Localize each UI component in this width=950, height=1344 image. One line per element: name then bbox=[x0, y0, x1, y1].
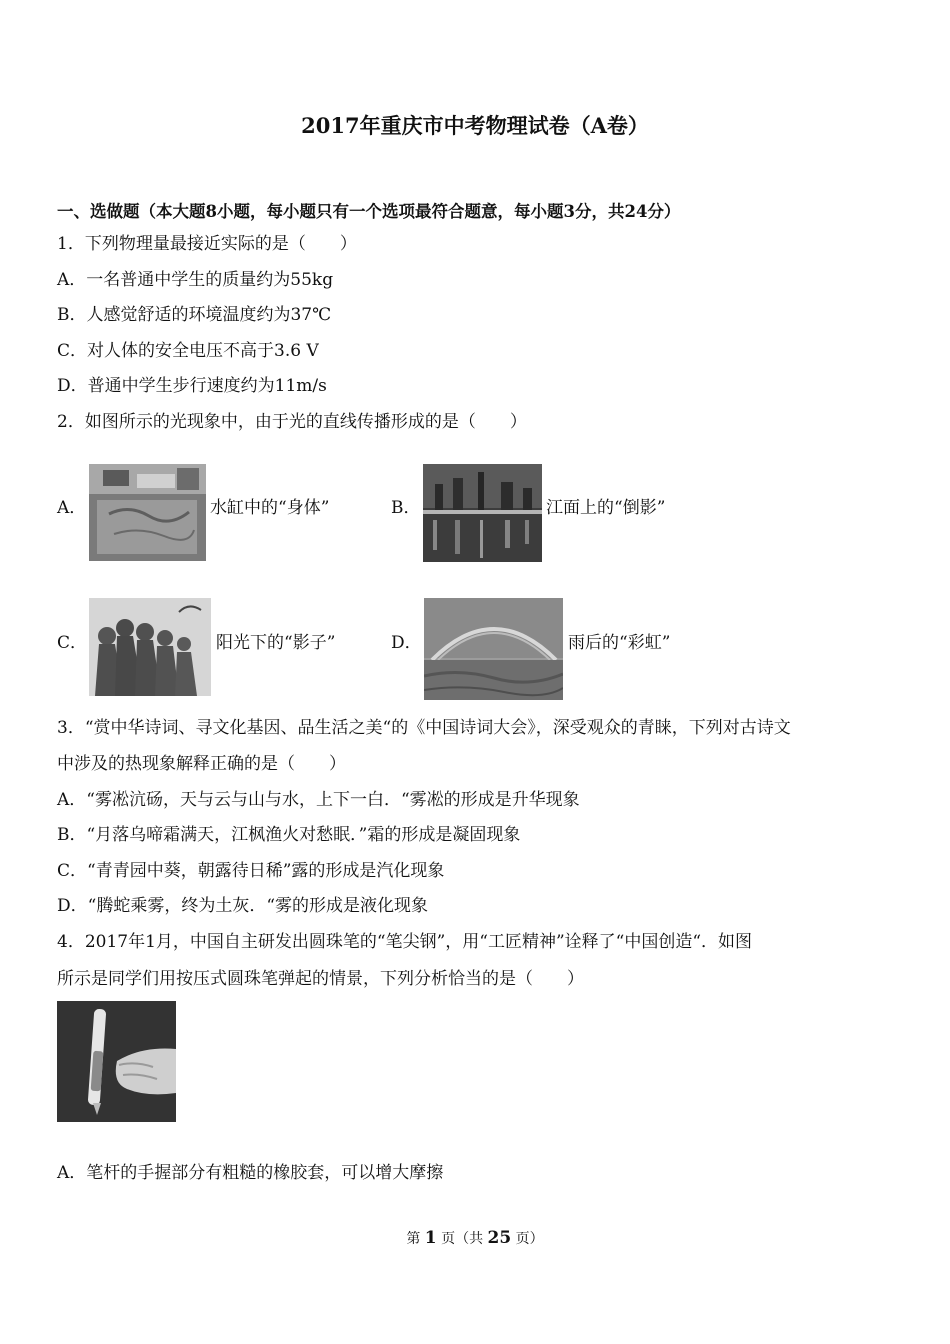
footer-prefix: 第 bbox=[406, 1231, 425, 1247]
question-1-option-a: A．一名普通中学生的质量约为55kg bbox=[57, 270, 334, 290]
question-3-stem-line-2: 中涉及的热现象解释正确的是（ ） bbox=[57, 754, 346, 774]
question-1-option-c: C．对人体的安全电压不高于3.6 V bbox=[57, 341, 319, 361]
question-2-option-d-caption: 雨后的“彩虹” bbox=[568, 633, 671, 653]
question-2-option-a-caption: 水缸中的“身体” bbox=[210, 498, 330, 518]
question-4-option-a: A．笔杆的手握部分有粗糙的橡胶套，可以增大摩擦 bbox=[57, 1163, 444, 1183]
question-2-stem: 2．如图所示的光现象中，由于光的直线传播形成的是（ ） bbox=[57, 412, 527, 432]
page-title: 2017年重庆市中考物理试卷（A卷） bbox=[301, 113, 649, 138]
question-3-option-d: D．“腾蛇乘雾，终为土灰．“雾的形成是液化现象 bbox=[57, 896, 429, 916]
question-1-option-d: D．普通中学生步行速度约为11m/s bbox=[57, 376, 327, 396]
water-tank-photo bbox=[89, 464, 206, 561]
page-footer bbox=[0, 1228, 950, 1248]
question-1-stem: 1．下列物理量最接近实际的是（ ） bbox=[57, 234, 357, 254]
question-3-option-b: B．“月落乌啼霜满天，江枫渔火对愁眠．”霜的形成是凝固现象 bbox=[57, 825, 521, 845]
footer-mid: 页（共 bbox=[436, 1231, 488, 1247]
question-3-option-c: C．“青青园中葵，朝露待日稀”露的形成是汽化现象 bbox=[57, 861, 445, 881]
question-1-option-b: B．人感觉舒适的环境温度约为37℃ bbox=[57, 305, 332, 325]
question-2-option-b-letter: B． bbox=[391, 498, 421, 518]
total-page-count: 25 bbox=[487, 1228, 512, 1248]
question-2-option-c-caption: 阳光下的“影子” bbox=[216, 633, 336, 653]
question-4-stem-line-2: 所示是同学们用按压式圆珠笔弹起的情景，下列分析恰当的是（ ） bbox=[57, 969, 584, 989]
rainbow-photo bbox=[424, 598, 563, 700]
current-page-number: 1 bbox=[424, 1228, 437, 1248]
footer-suffix: 页） bbox=[511, 1231, 544, 1247]
question-3-option-a: A．“雾凇沆砀，天与云与山与水，上下一白．“雾凇的形成是升华现象 bbox=[57, 790, 580, 810]
question-4-stem-line-1: 4．2017年1月，中国自主研发出圆珠笔的“笔尖钢”，用“工匠精神”诠释了“中国创造“．如图 bbox=[57, 932, 753, 952]
section-heading: 一、选做题（本大题8小题，每小题只有一个选项最符合题意，每小题3分，共24分） bbox=[57, 202, 681, 221]
question-2-option-a-letter: A． bbox=[57, 498, 87, 518]
question-2-option-b-caption: 江面上的“倒影” bbox=[546, 498, 666, 518]
shadows-photo bbox=[89, 598, 211, 696]
question-3-stem-line-1: 3．“赏中华诗词、寻文化基因、品生活之美“的《中国诗词大会》，深受观众的青睐，下列对古诗文 bbox=[57, 718, 791, 738]
question-2-option-d-letter: D． bbox=[391, 633, 422, 653]
river-reflection-photo bbox=[423, 464, 542, 562]
ballpoint-pen-photo bbox=[57, 1001, 176, 1122]
question-2-option-c-letter: C． bbox=[57, 633, 88, 653]
